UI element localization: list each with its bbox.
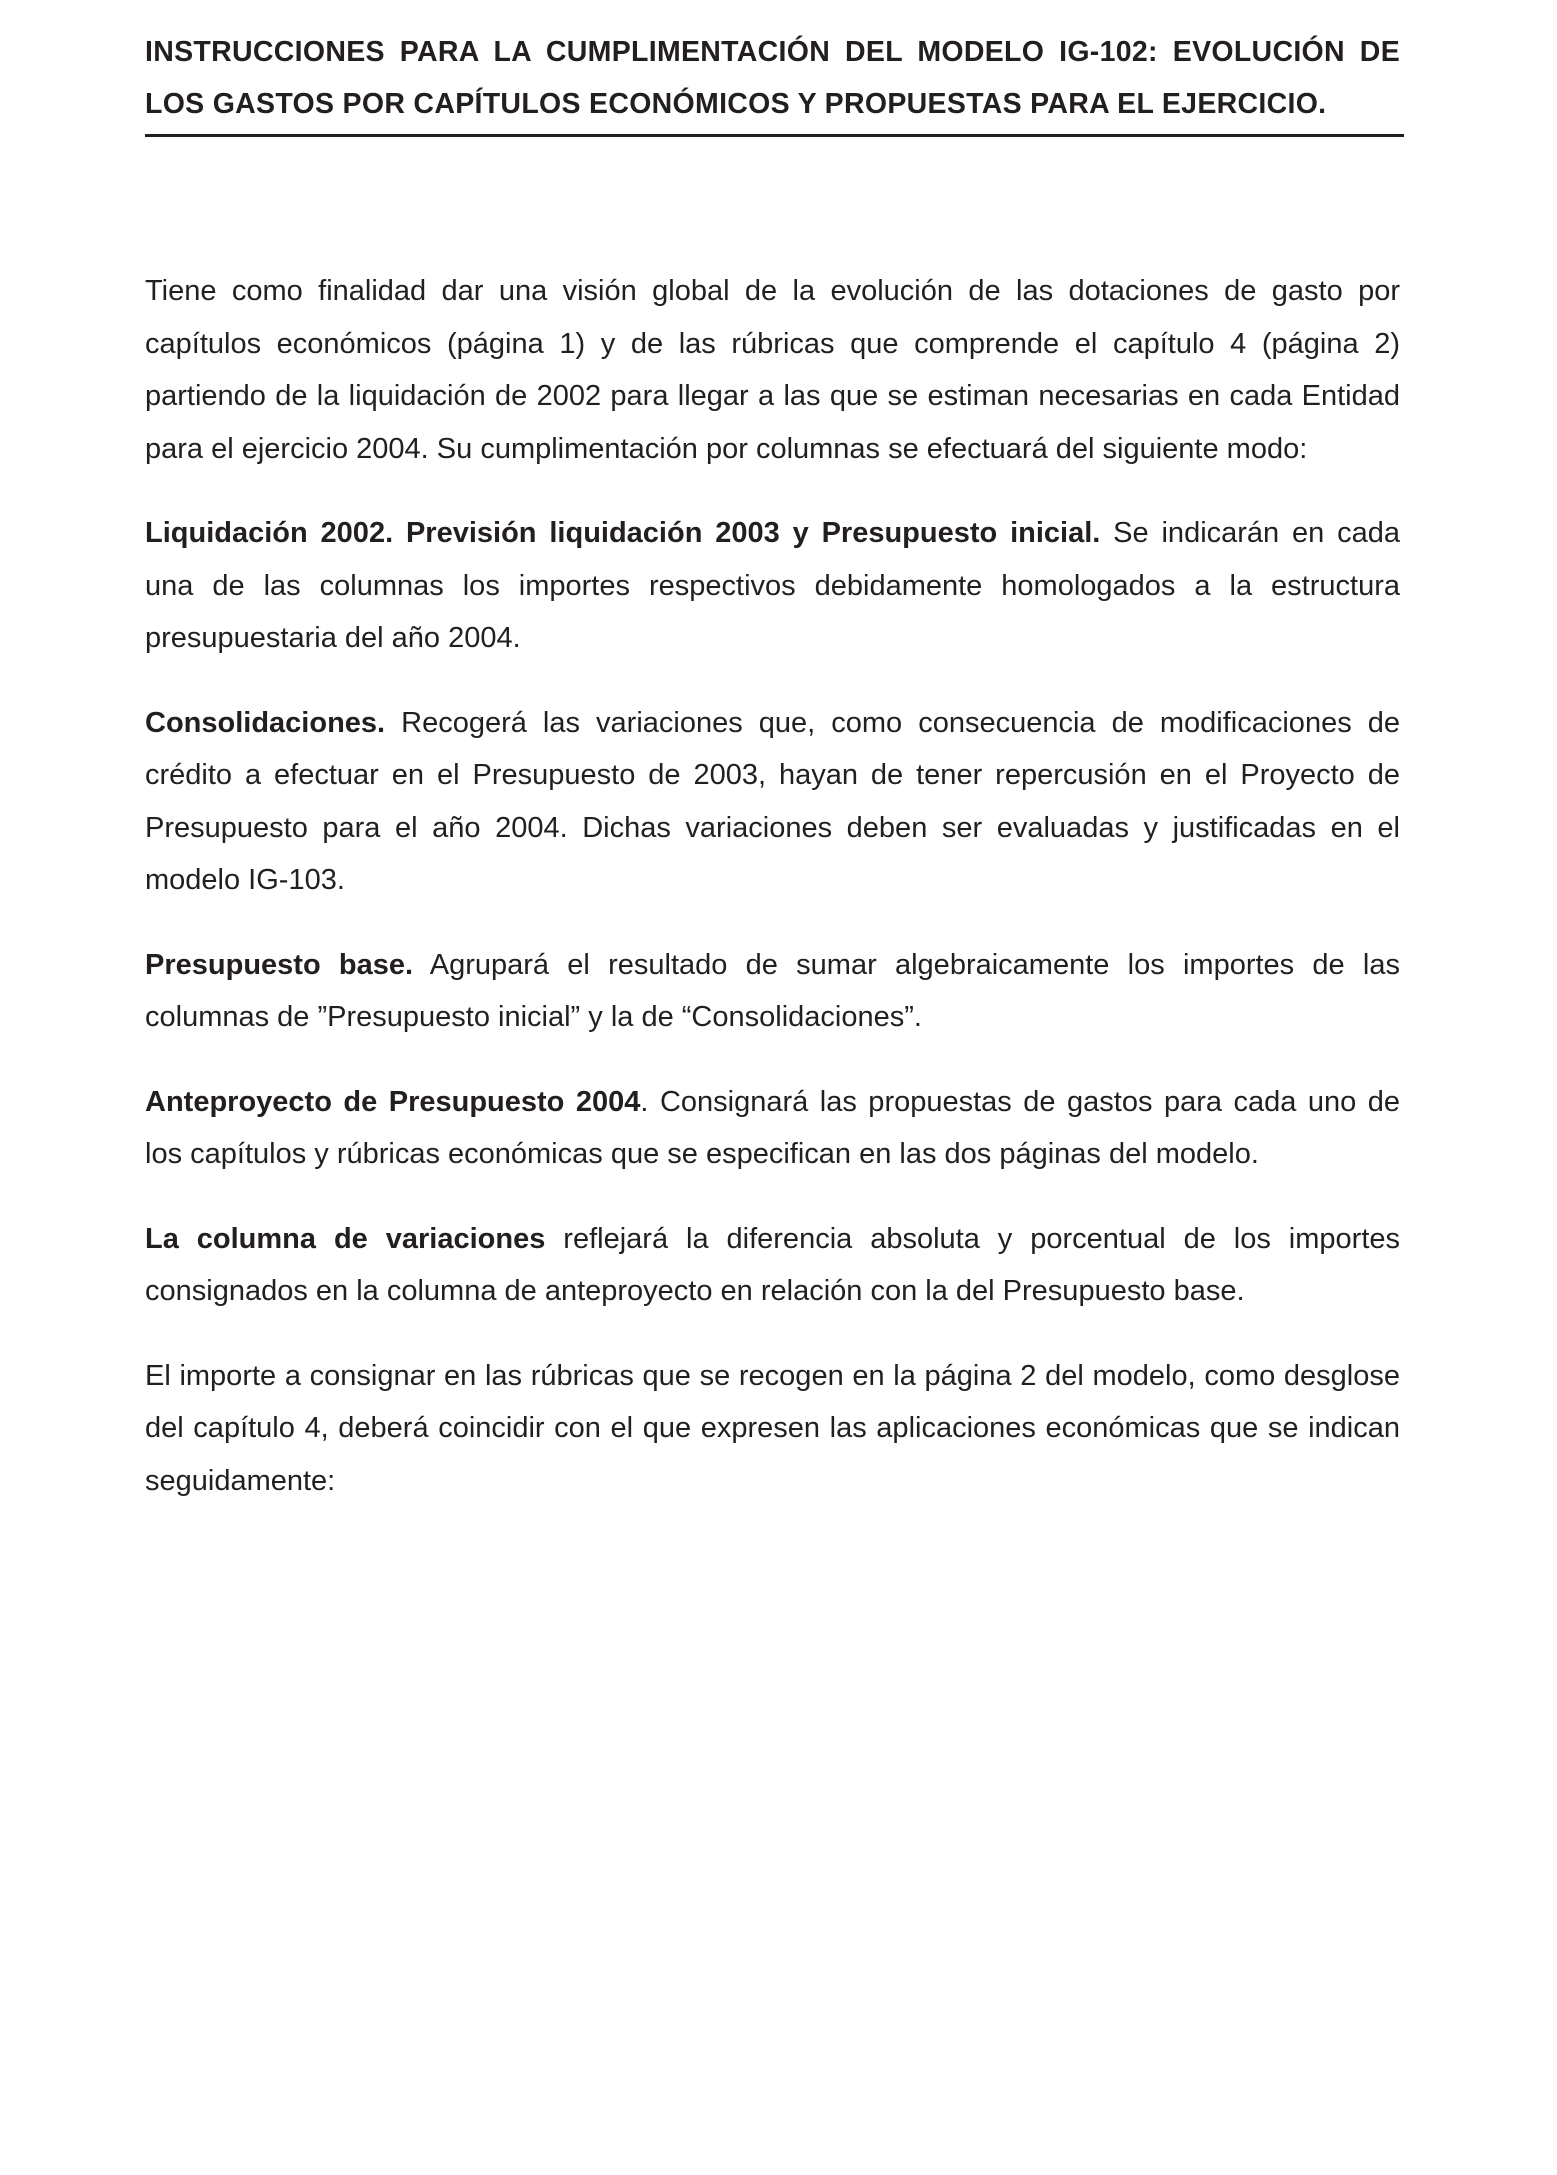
section-liquidacion <box>145 507 1400 665</box>
section-lead: Consolidaciones. <box>145 706 386 739</box>
section-lead: Presupuesto base. <box>145 948 414 981</box>
section-text: Agrupará el resultado de sumar algebraicamente los importes de las columnas de ”Presupuesto inicial” y la de “Consolidaciones”. <box>145 948 1401 1033</box>
section-presupuesto-base <box>145 939 1400 1044</box>
section-lead: Liquidación 2002. Previsión liquidación 2003 y Presupuesto inicial. <box>145 517 1101 549</box>
intro-paragraph: Tiene como finalidad dar una visión global de la evolución de las dotaciones de gasto por capítulos económicos (página 1) y de las rúbricas que comprende el capítulo 4 (página 2) partiendo de la liquidación de 2002 para llegar a las que se estiman necesarias en cada Entidad para el ejercicio 2004. Su cumplimentación por columnas se efectuará del siguiente modo: <box>145 275 1400 465</box>
section-text: Recogerá las variaciones que, como consecuencia de modificaciones de crédito a efectuar en el Presupuesto de 2003, hayan de tener repercusión en el Proyecto de Presupuesto para el año 2004. Dichas variaciones deben ser evaluadas y justificadas en el modelo IG-103. <box>145 706 1400 896</box>
section-anteproyecto <box>145 1076 1400 1181</box>
document-title: INSTRUCCIONES PARA LA CUMPLIMENTACIÓN DEL MODELO IG-102: EVOLUCIÓN DE LOS GASTOS POR CAPÍTULOS ECONÓMICOS Y PROPUESTAS PARA EL EJERCICIO. <box>145 36 1400 120</box>
section-variaciones <box>145 1213 1400 1318</box>
section-lead: Anteproyecto de Presupuesto 2004 <box>145 1085 641 1118</box>
title-underline-divider <box>145 134 1404 137</box>
closing-paragraph: El importe a consignar en las rúbricas que se recogen en la página 2 del modelo, como desglose del capítulo 4, deberá coincidir con el que expresen las aplicaciones económicas que se indican seguidamente: <box>145 1359 1400 1497</box>
section-consolidaciones <box>145 697 1400 907</box>
section-lead: La columna de variaciones <box>145 1222 546 1255</box>
document-page <box>145 26 1400 1507</box>
section-text: . Consignará las propuestas de gastos para cada uno de los capítulos y rúbricas económicas que se especifican en las dos páginas del modelo. <box>145 1085 1400 1170</box>
section-text: Se indicarán en cada una de las columnas los importes respectivos debidamente homologados a la estructura presupuestaria del año 2004. <box>145 517 1401 654</box>
section-text: reflejará la diferencia absoluta y porcentual de los importes consignados en la columna de anteproyecto en relación con la del Presupuesto base. <box>145 1222 1401 1307</box>
